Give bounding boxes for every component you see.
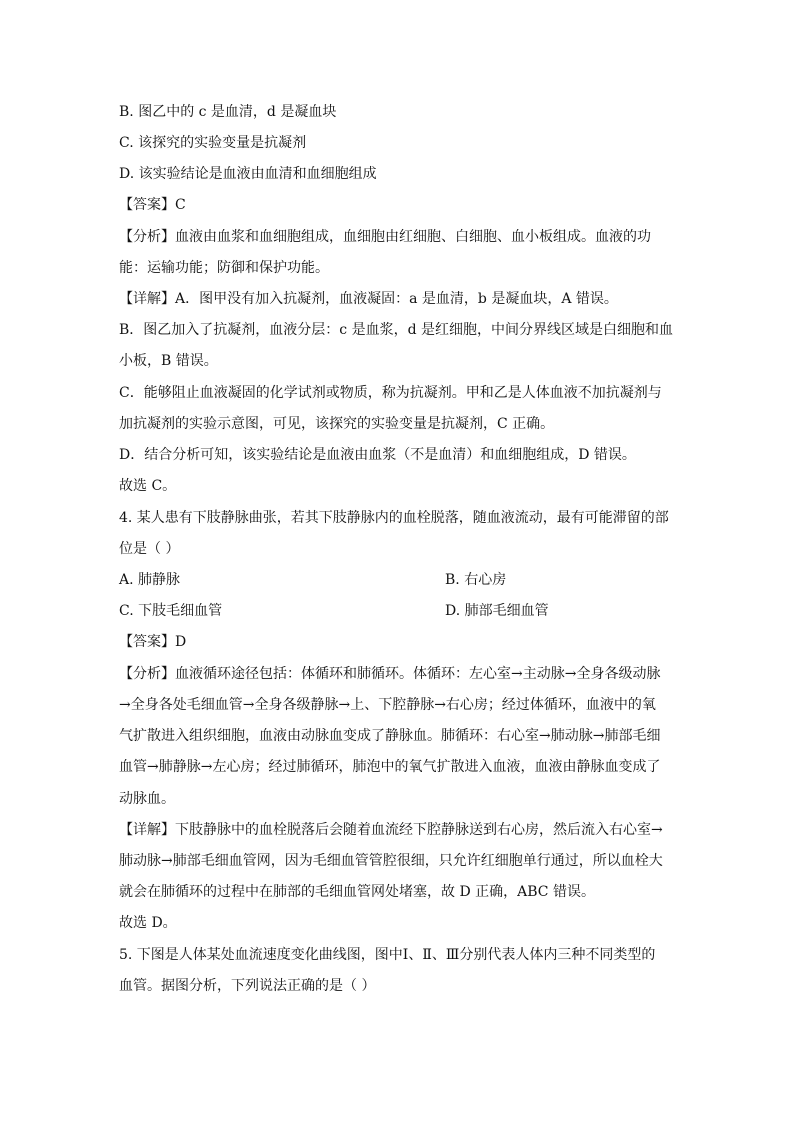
choice-q3: 故选 C。 <box>119 478 177 494</box>
analysis-q4-line5: 动脉血。 <box>119 791 175 807</box>
detail-q3-b-line2: 小板，B 错误。 <box>119 353 218 369</box>
analysis-q4-line1: 【分析】血液循环途径包括：体循环和肺循环。体循环：左心室→主动脉→全身各级动脉 <box>119 666 661 682</box>
detail-q4-line2: 肺动脉→肺部毛细血管网，因为毛细血管管腔很细，只允许红细胞单行通过，所以血栓大 <box>119 853 663 869</box>
option-d-prev: D. 该实验结论是血液由血清和血细胞组成 <box>119 166 377 182</box>
question-5-line1: 5. 下图是人体某处血流速度变化曲线图，图中Ⅰ、Ⅱ、Ⅲ分别代表人体内三种不同类型的 <box>119 947 656 963</box>
analysis-q3-line1: 【分析】血液由血浆和血细胞组成，血细胞由红细胞、白细胞、血小板组成。血液的功 <box>119 229 651 245</box>
analysis-q4-line3: 气扩散进入组织细胞，血液由动脉血变成了静脉血。肺循环：右心室→肺动脉→肺部毛细 <box>119 728 661 744</box>
analysis-q3-line2: 能：运输功能；防御和保护功能。 <box>119 260 329 276</box>
question-5-line2: 血管。据图分析，下列说法正确的是（ ） <box>119 978 376 994</box>
analysis-q4-line2: →全身各处毛细血管→全身各级静脉→上、下腔静脉→右心房；经过体循环，血液中的氧 <box>119 697 656 713</box>
q4-option-d: D. 肺部毛细血管 <box>445 603 549 619</box>
detail-q3-c-line1: C．能够阻止血液凝固的化学试剂或物质，称为抗凝剂。甲和乙是人体血液不加抗凝剂与 <box>119 385 662 401</box>
analysis-q4-line4: 血管→肺静脉→左心房；经过肺循环，肺泡中的氧气扩散进入血液，血液由静脉血变成了 <box>119 759 661 775</box>
detail-q3-d: D．结合分析可知，该实验结论是血液由血浆（不是血清）和血细胞组成，D 错误。 <box>119 447 636 463</box>
detail-q4-line1: 【详解】下肢静脉中的血栓脱落后会随着血流经下腔静脉送到右心房，然后流入右心室→ <box>119 822 663 838</box>
question-4-line2: 位是（ ） <box>119 541 180 557</box>
option-b-prev: B. 图乙中的 c 是血清，d 是凝血块 <box>119 104 337 120</box>
detail-q3-b-line1: B．图乙加入了抗凝剂，血液分层：c 是血浆，d 是红细胞，中间分界线区域是白细胞和血 <box>119 322 673 338</box>
option-c-prev: C. 该探究的实验变量是抗凝剂 <box>119 135 307 151</box>
detail-q4-line3: 就会在肺循环的过程中在肺部的毛细血管网处堵塞，故 D 正确，ABC 错误。 <box>119 884 595 900</box>
answer-q3: 【答案】C <box>119 197 186 213</box>
detail-q3-c-line2: 加抗凝剂的实验示意图，可见，该探究的实验变量是抗凝剂，C 正确。 <box>119 416 555 432</box>
choice-q4: 故选 D。 <box>119 915 177 931</box>
detail-q3-a: 【详解】A．图甲没有加入抗凝剂，血液凝固：a 是血清，b 是凝血块，A 错误。 <box>119 291 618 307</box>
answer-q4: 【答案】D <box>119 634 187 650</box>
question-4-line1: 4. 某人患有下肢静脉曲张，若其下肢静脉内的血栓脱落，随血液流动，最有可能滞留的部 <box>119 510 669 526</box>
q4-option-c: C. 下肢毛细血管 <box>119 603 223 619</box>
q4-option-b: B. 右心房 <box>445 572 507 588</box>
q4-option-a: A. 肺静脉 <box>119 572 181 588</box>
